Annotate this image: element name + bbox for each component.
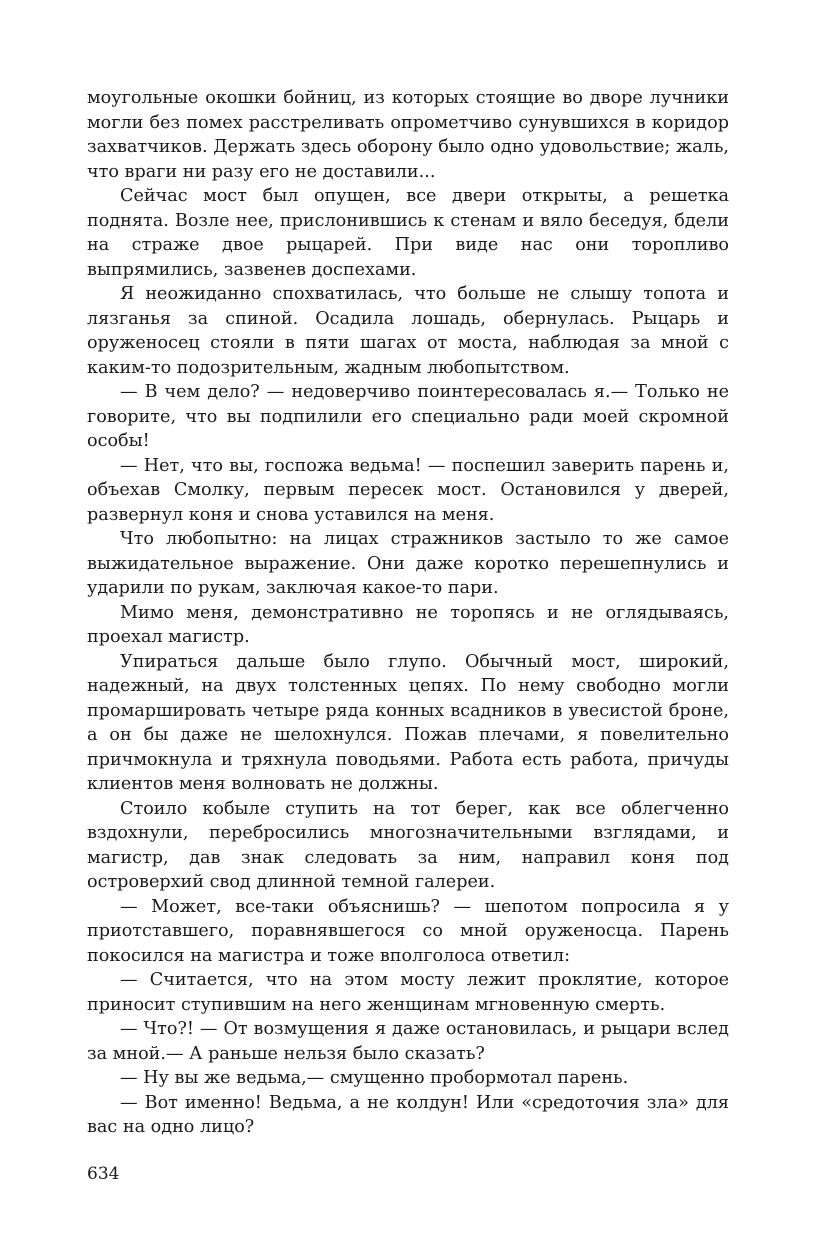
paragraph: Я неожиданно спохватилась, что больше не слышу топота и лязганья за спиной. Осадила лошадь, обернулась. Рыцарь и оруженосец стояли в пяти шагах от моста, наблюдая за мной с каким-то подозрительным, жадным любопытством. [87,284,729,378]
paragraph: Мимо меня, демонстративно не торопясь и не оглядываясь, проехал магистр. [87,602,729,647]
paragraph: Упираться дальше было глупо. Обычный мост, широкий, надежный, на двух толстенных цепях. По нему свободно могли промаршировать четыре ряда конных всадников в увесистой броне, а он бы даже не шелохнулся. Пожав плечами, я повелительно причмокнула и тряхнула поводьями. Работа есть работа, причуды клиентов меня волновать не должны. [87,651,729,794]
body-text [87,86,729,1140]
paragraph: — Ну вы же ведьма,— смущенно пробормотал парень. [120,1068,629,1088]
paragraph: Сейчас мост был опущен, все двери открыты, а решетка поднята. Возле нее, прислонившись к стенам и вяло беседуя, бдели на страже двое рыцарей. При виде нас они торопливо выпрямились, зазвенев доспехами. [87,186,729,280]
paragraph: моугольные окошки бойниц, из которых стоящие во дворе лучники могли без помех расстреливать опрометчиво сунувшихся в коридор захватчиков. Держать здесь оборону было одно удовольствие; жаль, что враги ни разу его не доставили... [87,88,729,182]
page-number: 634 [87,1164,120,1184]
paragraph: — В чем дело? — недоверчиво поинтересовалась я.— Только не говорите, что вы подпилили его специально ради моей скромной особы! [87,382,729,451]
paragraph: — Нет, что вы, госпожа ведьма! — поспешил заверить парень и, объехав Смолку, первым пересек мост. Остановился у дверей, развернул коня и снова уставился на меня. [87,455,729,525]
paragraph: — Вот именно! Ведьма, а не колдун! Или «средоточия зла» для вас на одно лицо? [87,1092,729,1137]
paragraph: — Может, все-таки объяснишь? — шепотом попросила я у приотставшего, поравнявшегося со мной оруженосца. Парень покосился на магистра и тоже вполголоса ответил: [87,896,729,966]
paragraph: Что любопытно: на лицах стражников застыло то же самое выжидательное выражение. Они даже коротко перешепнулись и ударили по рукам, заключая какое-то пари. [87,529,729,598]
paragraph: Стоило кобыле ступить на тот берег, как все облегченно вздохнули, перебросились многозначительными взглядами, и магистр, дав знак следовать за ним, направил коня под островерхий свод длинной темной галереи. [87,798,729,892]
paragraph: — Считается, что на этом мосту лежит проклятие, которое приносит ступившим на него женщинам мгновенную смерть. [87,970,729,1015]
paragraph: — Что?! — От возмущения я даже остановилась, и рыцари вслед за мной.— А раньше нельзя было сказать? [87,1019,729,1064]
